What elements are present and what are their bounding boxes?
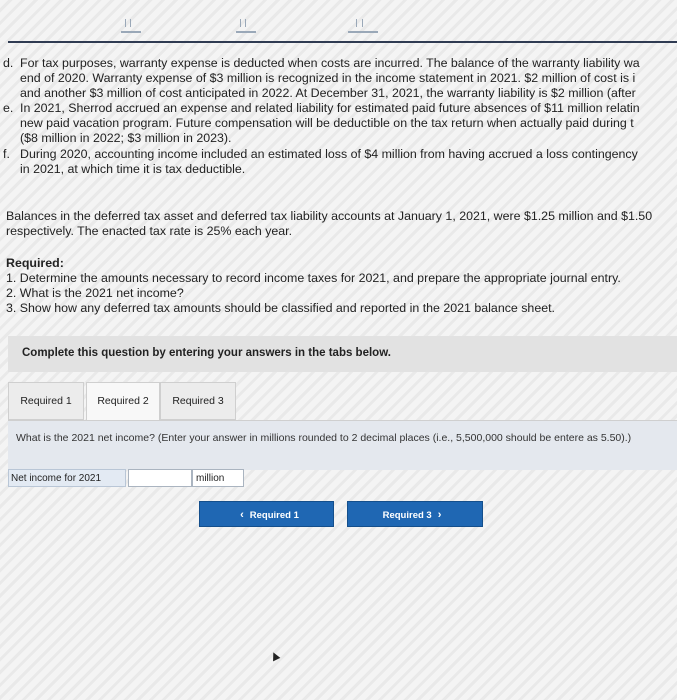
tab-required-2[interactable]: Required 2	[86, 382, 160, 422]
prev-button[interactable]	[199, 501, 334, 527]
problem-text	[0, 56, 677, 177]
item-line: During 2020, accounting income included an estimated loss of $4 million from having accrued a loss contingency	[20, 147, 638, 161]
required-item: 2. What is the 2021 net income?	[6, 286, 184, 300]
answer-label: Net income for 2021	[8, 469, 126, 487]
question-text: What is the 2021 net income? (Enter your answer in millions rounded to 2 decimal places (i.e., 5,500,000 should be entere as 5.50).)	[16, 432, 632, 444]
balances-line: respectively. The enacted tax rate is 25% each year.	[6, 224, 293, 238]
required-list	[6, 256, 677, 316]
item-line: For tax purposes, warranty expense is deducted when costs are incurred. The balance of the warranty liability wa	[20, 56, 640, 70]
toolbar-mark-icon	[348, 17, 378, 33]
question-panel	[8, 420, 677, 470]
next-button-label: Required 3	[382, 510, 432, 521]
item-label: e.	[3, 101, 14, 115]
header-divider	[8, 41, 677, 43]
toolbar-mark-icon	[236, 17, 256, 33]
problem-item-f	[0, 147, 677, 177]
tab-required-3[interactable]: Required 3	[160, 382, 236, 420]
chevron-left-icon: ‹	[240, 509, 244, 521]
item-line: in 2021, at which time it is tax deductible.	[20, 162, 246, 176]
next-button[interactable]	[347, 501, 483, 527]
balances-line: Balances in the deferred tax asset and deferred tax liability accounts at January 1, 2021, were $1.25 million and $1.50	[6, 209, 653, 223]
item-line: end of 2020. Warranty expense of $3 million is recognized in the income statement in 2021. $2 million of cost is i	[20, 71, 636, 85]
problem-item-d	[0, 56, 677, 101]
tab-required-1[interactable]: Required 1	[8, 382, 84, 420]
top-toolbar	[0, 0, 677, 45]
balances-paragraph	[6, 209, 677, 239]
prev-button-label: Required 1	[249, 510, 299, 521]
required-item: 1. Determine the amounts necessary to record income taxes for 2021, and prepare the appropriate journal entry.	[6, 271, 621, 285]
answer-unit: million	[192, 469, 244, 487]
net-income-input[interactable]	[128, 469, 192, 487]
item-line: ($8 million in 2022; $3 million in 2023).	[20, 131, 232, 145]
instructions-bar	[8, 336, 677, 372]
item-line: In 2021, Sherrod accrued an expense and related liability for estimated paid future absences of $11 million relatin	[20, 101, 640, 115]
item-label: f.	[3, 147, 10, 161]
item-line: new paid vacation program. Future compensation will be deductible on the tax return when actually paid during t	[20, 116, 634, 130]
required-heading: Required:	[6, 256, 64, 270]
item-label: d.	[3, 56, 14, 70]
instructions-text: Complete this question by entering your answers in the tabs below.	[22, 347, 391, 359]
item-line: and another $3 million of cost anticipated in 2022. At December 31, 2021, the warranty liability is $2 million (after	[20, 86, 636, 100]
toolbar-mark-icon	[121, 17, 141, 33]
answer-row	[8, 469, 677, 491]
problem-item-e	[0, 101, 677, 146]
required-item: 3. Show how any deferred tax amounts should be classified and reported in the 2021 balance sheet.	[6, 301, 555, 315]
chevron-right-icon: ›	[437, 509, 442, 521]
